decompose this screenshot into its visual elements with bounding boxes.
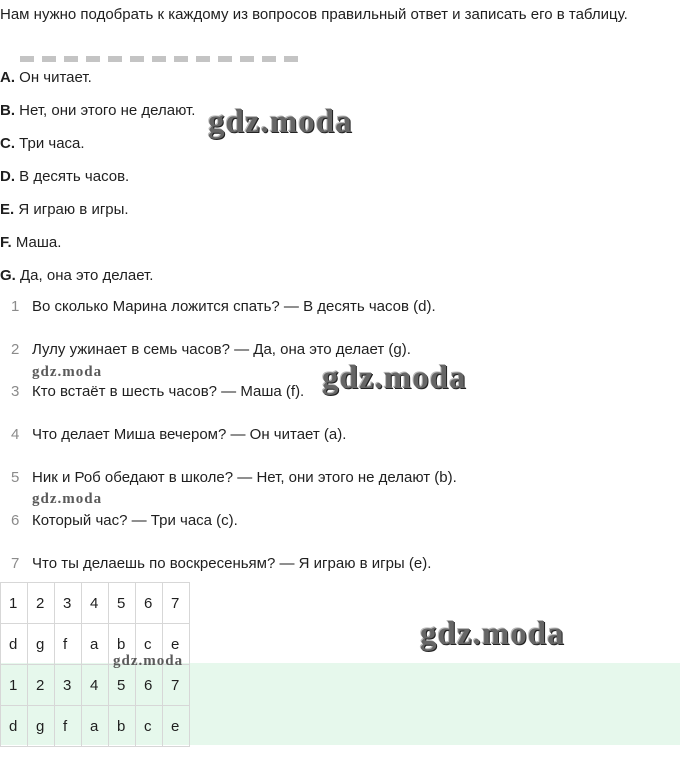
watermark: gdz.moda [32,364,103,380]
answer-letter: G. [0,267,16,284]
question-number: 4 [11,426,20,443]
answer-letter: D. [0,168,15,185]
table-cell: e [163,706,190,747]
answer-text: Маша. [11,234,62,251]
table-cell: 5 [109,665,136,706]
answer-option [0,68,92,88]
answer-letter: B. [0,102,15,119]
table-cell: 2 [28,665,55,706]
table-cell: b [109,706,136,747]
table-cell: 6 [136,665,163,706]
answer-letter: F. [0,234,12,251]
answer-option [0,134,85,154]
answer-option [0,266,153,286]
question-number: 2 [11,341,20,358]
table-row-numbers [1,665,190,706]
watermark: gdz.moda [113,653,184,669]
table-cell: g [28,706,55,747]
answer-option [0,200,129,220]
answer-letter: E. [0,201,15,218]
question-text: Который час? — Три часа (c). [32,512,238,529]
partially-hidden-line [20,56,300,62]
table-cell: c [136,624,163,665]
table-cell: d [1,706,28,747]
table-cell: 3 [55,665,82,706]
table-cell: d [1,624,28,665]
question-number: 6 [11,512,20,529]
question-text: Во сколько Марина ложится спать? — В десять часов (d). [32,298,436,315]
answer-text: Нет, они этого не делают. [15,102,196,119]
watermark: gdz.moda [420,616,565,652]
answer-option [0,101,195,121]
table-cell: 1 [1,583,28,624]
table-row-letters [1,706,190,747]
table-cell: 7 [163,665,190,706]
answer-option [0,233,61,253]
answer-table-highlighted [0,664,190,747]
table-cell: 4 [82,583,109,624]
table-cell: c [136,706,163,747]
intro-text: Нам нужно подобрать к каждому из вопросов правильный ответ и записать его в таблицу. [0,6,628,23]
watermark: gdz.moda [32,491,103,507]
answer-letter: C. [0,135,15,152]
table-cell: 1 [1,665,28,706]
table-cell: 6 [136,583,163,624]
answer-text: В десять часов. [15,168,130,185]
table-cell: f [55,706,82,747]
table-cell: 5 [109,583,136,624]
answer-text: Да, она это делает. [15,267,154,284]
table-cell: f [55,624,82,665]
question-text: Что делает Миша вечером? — Он читает (a). [32,426,347,443]
question-number: 3 [11,383,20,400]
table-cell: b [109,624,136,665]
watermark: gdz.moda [208,104,353,140]
answer-text: Он читает. [15,69,92,86]
table-cell: a [82,624,109,665]
answer-text: Я играю в игры. [14,201,129,218]
table-cell: g [28,624,55,665]
table-cell: 3 [55,583,82,624]
table-cell: 4 [82,665,109,706]
table-cell: 7 [163,583,190,624]
table-cell: a [82,706,109,747]
question-text: Ник и Роб обедают в школе? — Нет, они этого не делают (b). [32,469,457,486]
question-text: Лулу ужинает в семь часов? — Да, она это делает (g). [32,341,411,358]
answer-option [0,167,129,187]
question-text: Кто встаёт в шесть часов? — Маша (f). [32,383,305,400]
question-number: 7 [11,555,20,572]
answer-letter: A. [0,69,15,86]
table-cell: e [163,624,190,665]
table-cell: 2 [28,583,55,624]
question-text: Что ты делаешь по воскресеньям? — Я играю в игры (e). [32,555,432,572]
watermark: gdz.moda [322,360,467,396]
table-row-numbers [1,583,190,624]
question-number: 5 [11,469,20,486]
question-number: 1 [11,298,20,315]
answer-text: Три часа. [15,135,85,152]
